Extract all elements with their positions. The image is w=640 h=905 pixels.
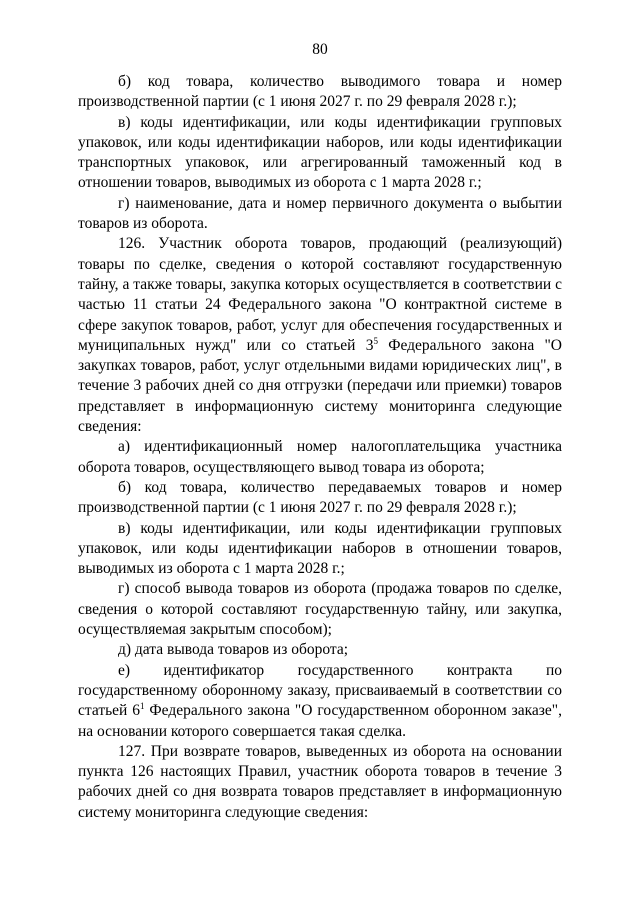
paragraph-clause-126 bbox=[78, 234, 562, 437]
paragraph-item-g-2: г) способ вывода товаров из оборота (продажа товаров по сделке, сведения о которой составляют государственную тайну, или закупка, осуществляемая закрытым способом); bbox=[78, 580, 562, 639]
paragraph-clause-127: 127. При возврате товаров, выведенных из оборота на основании пункта 126 настоящих Правил, участник оборота товаров в течение 3 рабочих дней со дня возврата товаров представляет в информационную систему мониторинга следующие сведения: bbox=[78, 742, 562, 821]
paragraph-item-d: д) дата вывода товаров из оборота; bbox=[118, 641, 349, 659]
paragraph-item-g: г) наименование, дата и номер первичного документа о выбытии товаров из оборота. bbox=[78, 194, 562, 233]
page-number: 80 bbox=[312, 41, 328, 58]
paragraph-item-b: б) код товара, количество выводимого товара и номер производственной партии (с 1 июня 2027 г. по 29 февраля 2028 г.); bbox=[78, 73, 562, 111]
paragraph-item-a: а) идентификационный номер налогоплательщика участника оборота товаров, осуществляющего вывод товара из оборота; bbox=[78, 438, 562, 476]
paragraph-item-e bbox=[78, 661, 562, 742]
paragraph-item-v-2: в) коды идентификации, или коды идентификации групповых упаковок, или коды идентификации наборов в отношении товаров, выводимых из оборота с 1 марта 2028 г.; bbox=[78, 519, 562, 578]
superscript-reference: 1 bbox=[140, 701, 145, 712]
paragraph-item-b-2: б) код товара, количество передаваемых товаров и номер производственной партии (с 1 июня 2027 г. по 29 февраля 2028 г.); bbox=[78, 478, 562, 517]
superscript-reference: 5 bbox=[373, 335, 378, 346]
paragraph-clause-126-text: 126. Участник оборота товаров, продающий (реализующий) товары по сделке, сведения о которой составляют государственную тайну, а также товары, закупка которых осуществляется в соответствии с частью 11 статьи 24 Федерального закона "О контрактной системе в сфере закупок товаров, работ, услуг для обеспечения государственных и муниципальных нужд" или со статьей 3 bbox=[78, 235, 562, 354]
document-body bbox=[78, 72, 562, 823]
paragraph-item-e-text-continued: Федерального закона "О государственном оборонном заказе", на основании которого совершается такая сделка. bbox=[78, 702, 562, 740]
paragraph-clause-126-text-continued: Федерального закона "О закупках товаров, работ, услуг отдельными видами юридических лиц", в течение 3 рабочих дней со дня отгрузки (передачи или приемки) товаров представляет в информационную систему мониторинга следующие сведения: bbox=[78, 336, 562, 436]
paragraph-item-v: в) коды идентификации, или коды идентификации групповых упаковок, или коды идентификации наборов, или коды идентификации транспортных упаковок, или агрегированный таможенный код в отношении товаров, выводимых из оборота с 1 марта 2028 г.; bbox=[78, 113, 562, 192]
paragraph-item-e-text: е) идентификатор государственного контракта по государственному оборонному заказу, присваиваемый в соответствии со статьей 6 bbox=[78, 661, 562, 720]
